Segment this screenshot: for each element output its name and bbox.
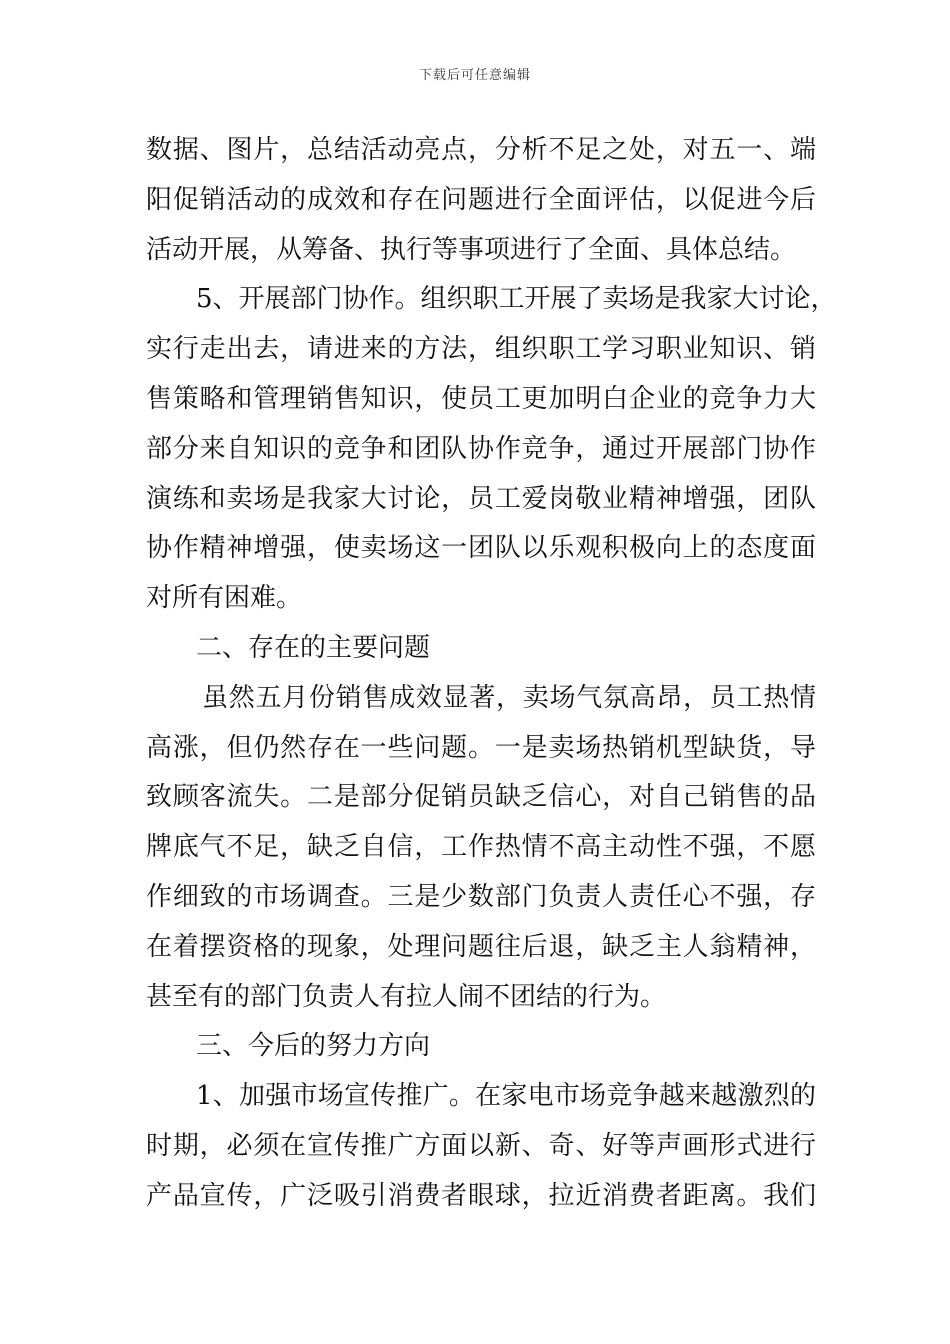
page-header-note: 下载后可任意编辑 (418, 68, 531, 83)
text-line: 1、加强市场宣传推广。在家电市场竞争越来越激烈的 (196, 1081, 816, 1112)
text-line: 虽然五月份销售成效显著，卖场气氛高昂，员工热情 (202, 682, 816, 713)
text-line: 对所有困难。 (146, 583, 303, 614)
text-line: 活动开展，从筹备、执行等事项进行了全面、具体总结。 (146, 234, 797, 265)
text-line: 售策略和管理销售知识，使员工更加明白企业的竞争力大 (146, 383, 816, 414)
text-line: 在着摆资格的现象，处理问题往后退，缺乏主人翁精神， (146, 931, 816, 962)
text-line: 甚至有的部门负责人有拉人闹不团结的行为。 (146, 981, 667, 1012)
text-line: 实行走出去，请进来的方法，组织职工学习职业知识、销 (146, 334, 816, 365)
text-line: 产品宣传，广泛吸引消费者眼球，拉近消费者距离。我们 (146, 1180, 816, 1211)
text-line: 阳促销活动的成效和存在问题进行全面评估，以促进今后 (146, 184, 816, 215)
text-line: 二、存在的主要问题 (196, 632, 431, 663)
text-line: 数据、图片，总结活动亮点，分析不足之处，对五一、端 (146, 135, 816, 165)
text-line: 部分来自知识的竞争和团队协作竞争，通过开展部门协作 (146, 433, 816, 464)
text-line: 时期，必须在宣传推广方面以新、奇、好等声画形式进行 (146, 1130, 816, 1161)
text-line: 三、今后的努力方向 (196, 1031, 431, 1062)
text-line: 5、开展部门协作。组织职工开展了卖场是我家大讨论， (196, 284, 837, 315)
document-body (146, 126, 837, 1222)
text-line: 演练和卖场是我家大讨论，员工爱岗敬业精神增强，团队 (146, 483, 816, 514)
text-line: 牌底气不足，缺乏自信，工作热情不高主动性不强，不愿 (146, 832, 816, 863)
text-line: 高涨，但仍然存在一些问题。一是卖场热销机型缺货，导 (146, 732, 816, 763)
text-line: 致顾客流失。二是部分促销员缺乏信心，对自己销售的品 (146, 782, 816, 813)
text-line: 作细致的市场调查。三是少数部门负责人责任心不强，存 (146, 881, 816, 912)
text-line: 协作精神增强，使卖场这一团队以乐观积极向上的态度面 (146, 533, 816, 564)
